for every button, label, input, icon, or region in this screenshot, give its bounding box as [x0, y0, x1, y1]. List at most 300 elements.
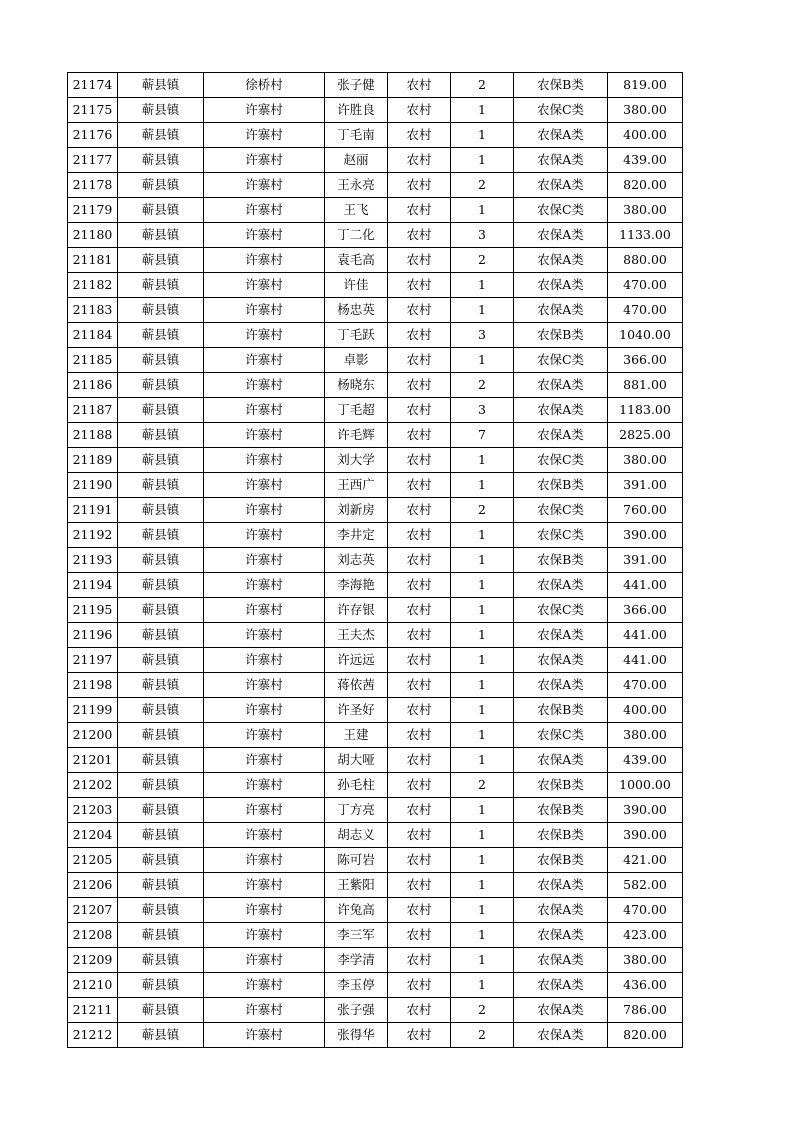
household-type-cell: 农村 [388, 123, 451, 148]
amount-cell: 400.00 [608, 698, 683, 723]
record-id-cell: 21189 [68, 448, 118, 473]
village-cell: 许寨村 [204, 873, 325, 898]
name-cell: 刘新房 [325, 498, 388, 523]
name-cell: 许存银 [325, 598, 388, 623]
record-id-cell: 21194 [68, 573, 118, 598]
table-row [68, 248, 683, 273]
person-count-cell: 1 [451, 723, 514, 748]
person-count-cell: 2 [451, 173, 514, 198]
insurance-category-cell: 农保A类 [514, 248, 608, 273]
table-row [68, 748, 683, 773]
amount-cell: 391.00 [608, 473, 683, 498]
table-row [68, 873, 683, 898]
village-cell: 许寨村 [204, 298, 325, 323]
person-count-cell: 2 [451, 998, 514, 1023]
household-type-cell: 农村 [388, 373, 451, 398]
town-cell: 蕲县镇 [118, 823, 204, 848]
person-count-cell: 7 [451, 423, 514, 448]
name-cell: 胡大哑 [325, 748, 388, 773]
household-type-cell: 农村 [388, 348, 451, 373]
record-id-cell: 21209 [68, 948, 118, 973]
amount-cell: 582.00 [608, 873, 683, 898]
name-cell: 刘志英 [325, 548, 388, 573]
record-id-cell: 21184 [68, 323, 118, 348]
household-type-cell: 农村 [388, 898, 451, 923]
record-id-cell: 21174 [68, 73, 118, 98]
household-type-cell: 农村 [388, 223, 451, 248]
person-count-cell: 1 [451, 948, 514, 973]
household-type-cell: 农村 [388, 98, 451, 123]
household-type-cell: 农村 [388, 948, 451, 973]
village-cell: 许寨村 [204, 623, 325, 648]
town-cell: 蕲县镇 [118, 623, 204, 648]
amount-cell: 819.00 [608, 73, 683, 98]
village-cell: 许寨村 [204, 1023, 325, 1048]
household-type-cell: 农村 [388, 773, 451, 798]
insurance-category-cell: 农保C类 [514, 598, 608, 623]
table-row [68, 73, 683, 98]
name-cell: 丁毛跃 [325, 323, 388, 348]
household-type-cell: 农村 [388, 823, 451, 848]
town-cell: 蕲县镇 [118, 198, 204, 223]
person-count-cell: 1 [451, 798, 514, 823]
village-cell: 许寨村 [204, 248, 325, 273]
name-cell: 张子健 [325, 73, 388, 98]
village-cell: 许寨村 [204, 448, 325, 473]
table-row [68, 423, 683, 448]
town-cell: 蕲县镇 [118, 1023, 204, 1048]
town-cell: 蕲县镇 [118, 673, 204, 698]
insurance-category-cell: 农保A类 [514, 923, 608, 948]
name-cell: 李三军 [325, 923, 388, 948]
name-cell: 王西广 [325, 473, 388, 498]
table-row [68, 348, 683, 373]
insurance-category-cell: 农保A类 [514, 298, 608, 323]
town-cell: 蕲县镇 [118, 348, 204, 373]
village-cell: 许寨村 [204, 773, 325, 798]
table-row [68, 473, 683, 498]
village-cell: 许寨村 [204, 848, 325, 873]
amount-cell: 390.00 [608, 823, 683, 848]
name-cell: 陈可岩 [325, 848, 388, 873]
amount-cell: 441.00 [608, 648, 683, 673]
village-cell: 许寨村 [204, 98, 325, 123]
insurance-category-cell: 农保A类 [514, 423, 608, 448]
village-cell: 许寨村 [204, 648, 325, 673]
name-cell: 杨晓东 [325, 373, 388, 398]
town-cell: 蕲县镇 [118, 998, 204, 1023]
name-cell: 王永亮 [325, 173, 388, 198]
town-cell: 蕲县镇 [118, 223, 204, 248]
town-cell: 蕲县镇 [118, 948, 204, 973]
name-cell: 王紫阳 [325, 873, 388, 898]
household-type-cell: 农村 [388, 698, 451, 723]
insurance-category-cell: 农保B类 [514, 698, 608, 723]
record-id-cell: 21193 [68, 548, 118, 573]
village-cell: 许寨村 [204, 423, 325, 448]
table-row [68, 373, 683, 398]
amount-cell: 760.00 [608, 498, 683, 523]
amount-cell: 436.00 [608, 973, 683, 998]
amount-cell: 380.00 [608, 98, 683, 123]
amount-cell: 400.00 [608, 123, 683, 148]
village-cell: 徐桥村 [204, 73, 325, 98]
name-cell: 张得华 [325, 1023, 388, 1048]
insurance-category-cell: 农保B类 [514, 823, 608, 848]
person-count-cell: 1 [451, 198, 514, 223]
household-type-cell: 农村 [388, 448, 451, 473]
insurance-category-cell: 农保A类 [514, 1023, 608, 1048]
table-row [68, 698, 683, 723]
name-cell: 王夫杰 [325, 623, 388, 648]
household-type-cell: 农村 [388, 498, 451, 523]
person-count-cell: 1 [451, 973, 514, 998]
amount-cell: 439.00 [608, 748, 683, 773]
village-cell: 许寨村 [204, 998, 325, 1023]
record-id-cell: 21195 [68, 598, 118, 623]
amount-cell: 1183.00 [608, 398, 683, 423]
insurance-category-cell: 农保B类 [514, 848, 608, 873]
name-cell: 胡志义 [325, 823, 388, 848]
household-type-cell: 农村 [388, 573, 451, 598]
amount-cell: 380.00 [608, 198, 683, 223]
table-row [68, 323, 683, 348]
person-count-cell: 3 [451, 223, 514, 248]
insurance-category-cell: 农保C类 [514, 523, 608, 548]
person-count-cell: 1 [451, 98, 514, 123]
amount-cell: 2825.00 [608, 423, 683, 448]
town-cell: 蕲县镇 [118, 98, 204, 123]
person-count-cell: 3 [451, 323, 514, 348]
amount-cell: 470.00 [608, 898, 683, 923]
insurance-category-cell: 农保A类 [514, 673, 608, 698]
record-id-cell: 21204 [68, 823, 118, 848]
household-type-cell: 农村 [388, 73, 451, 98]
amount-cell: 421.00 [608, 848, 683, 873]
record-id-cell: 21190 [68, 473, 118, 498]
household-type-cell: 农村 [388, 973, 451, 998]
person-count-cell: 1 [451, 748, 514, 773]
insurance-category-cell: 农保B类 [514, 323, 608, 348]
insurance-category-cell: 农保A类 [514, 948, 608, 973]
record-id-cell: 21192 [68, 523, 118, 548]
household-type-cell: 农村 [388, 148, 451, 173]
record-id-cell: 21175 [68, 98, 118, 123]
town-cell: 蕲县镇 [118, 148, 204, 173]
record-id-cell: 21179 [68, 198, 118, 223]
insurance-category-cell: 农保B类 [514, 773, 608, 798]
village-cell: 许寨村 [204, 823, 325, 848]
insurance-category-cell: 农保B类 [514, 73, 608, 98]
town-cell: 蕲县镇 [118, 273, 204, 298]
name-cell: 许兔高 [325, 898, 388, 923]
record-id-cell: 21208 [68, 923, 118, 948]
household-type-cell: 农村 [388, 548, 451, 573]
insurance-category-cell: 农保C类 [514, 348, 608, 373]
amount-cell: 390.00 [608, 523, 683, 548]
village-cell: 许寨村 [204, 798, 325, 823]
household-type-cell: 农村 [388, 723, 451, 748]
amount-cell: 380.00 [608, 948, 683, 973]
amount-cell: 366.00 [608, 348, 683, 373]
insurance-category-cell: 农保A类 [514, 648, 608, 673]
household-type-cell: 农村 [388, 398, 451, 423]
person-count-cell: 1 [451, 623, 514, 648]
household-type-cell: 农村 [388, 673, 451, 698]
name-cell: 丁毛南 [325, 123, 388, 148]
name-cell: 袁毛高 [325, 248, 388, 273]
record-id-cell: 21196 [68, 623, 118, 648]
insurance-category-cell: 农保A类 [514, 373, 608, 398]
insurance-category-cell: 农保B类 [514, 473, 608, 498]
record-id-cell: 21207 [68, 898, 118, 923]
amount-cell: 439.00 [608, 148, 683, 173]
table-row [68, 298, 683, 323]
person-count-cell: 1 [451, 873, 514, 898]
table-row [68, 223, 683, 248]
roster-body [68, 73, 683, 1048]
name-cell: 丁二化 [325, 223, 388, 248]
town-cell: 蕲县镇 [118, 698, 204, 723]
amount-cell: 390.00 [608, 798, 683, 823]
town-cell: 蕲县镇 [118, 848, 204, 873]
insurance-category-cell: 农保A类 [514, 148, 608, 173]
village-cell: 许寨村 [204, 473, 325, 498]
table-row [68, 998, 683, 1023]
amount-cell: 1040.00 [608, 323, 683, 348]
person-count-cell: 1 [451, 573, 514, 598]
person-count-cell: 3 [451, 398, 514, 423]
insurance-category-cell: 农保C类 [514, 723, 608, 748]
table-row [68, 273, 683, 298]
name-cell: 赵丽 [325, 148, 388, 173]
record-id-cell: 21206 [68, 873, 118, 898]
person-count-cell: 1 [451, 848, 514, 873]
table-row [68, 123, 683, 148]
name-cell: 丁毛超 [325, 398, 388, 423]
household-type-cell: 农村 [388, 298, 451, 323]
name-cell: 许圣好 [325, 698, 388, 723]
person-count-cell: 2 [451, 498, 514, 523]
village-cell: 许寨村 [204, 323, 325, 348]
town-cell: 蕲县镇 [118, 523, 204, 548]
insurance-category-cell: 农保A类 [514, 998, 608, 1023]
town-cell: 蕲县镇 [118, 423, 204, 448]
village-cell: 许寨村 [204, 123, 325, 148]
town-cell: 蕲县镇 [118, 373, 204, 398]
table-row [68, 573, 683, 598]
record-id-cell: 21181 [68, 248, 118, 273]
village-cell: 许寨村 [204, 598, 325, 623]
village-cell: 许寨村 [204, 373, 325, 398]
person-count-cell: 1 [451, 123, 514, 148]
village-cell: 许寨村 [204, 948, 325, 973]
person-count-cell: 2 [451, 773, 514, 798]
person-count-cell: 2 [451, 373, 514, 398]
table-row [68, 498, 683, 523]
person-count-cell: 1 [451, 348, 514, 373]
village-cell: 许寨村 [204, 748, 325, 773]
household-type-cell: 农村 [388, 923, 451, 948]
record-id-cell: 21199 [68, 698, 118, 723]
household-type-cell: 农村 [388, 873, 451, 898]
table-row [68, 823, 683, 848]
amount-cell: 881.00 [608, 373, 683, 398]
village-cell: 许寨村 [204, 673, 325, 698]
record-id-cell: 21198 [68, 673, 118, 698]
amount-cell: 470.00 [608, 273, 683, 298]
household-type-cell: 农村 [388, 648, 451, 673]
record-id-cell: 21205 [68, 848, 118, 873]
town-cell: 蕲县镇 [118, 548, 204, 573]
name-cell: 杨忠英 [325, 298, 388, 323]
household-type-cell: 农村 [388, 173, 451, 198]
table-row [68, 548, 683, 573]
insurance-category-cell: 农保A类 [514, 898, 608, 923]
insurance-category-cell: 农保B类 [514, 548, 608, 573]
record-id-cell: 21188 [68, 423, 118, 448]
household-type-cell: 农村 [388, 848, 451, 873]
person-count-cell: 2 [451, 248, 514, 273]
amount-cell: 820.00 [608, 1023, 683, 1048]
village-cell: 许寨村 [204, 573, 325, 598]
insurance-category-cell: 农保A类 [514, 173, 608, 198]
amount-cell: 441.00 [608, 573, 683, 598]
name-cell: 蒋依茜 [325, 673, 388, 698]
record-id-cell: 21201 [68, 748, 118, 773]
village-cell: 许寨村 [204, 973, 325, 998]
table-row [68, 848, 683, 873]
table-row [68, 648, 683, 673]
name-cell: 刘大学 [325, 448, 388, 473]
amount-cell: 880.00 [608, 248, 683, 273]
name-cell: 许胜良 [325, 98, 388, 123]
village-cell: 许寨村 [204, 198, 325, 223]
town-cell: 蕲县镇 [118, 898, 204, 923]
person-count-cell: 1 [451, 823, 514, 848]
person-count-cell: 1 [451, 598, 514, 623]
amount-cell: 1133.00 [608, 223, 683, 248]
record-id-cell: 21197 [68, 648, 118, 673]
insurance-category-cell: 农保A类 [514, 573, 608, 598]
name-cell: 丁方亮 [325, 798, 388, 823]
name-cell: 许毛辉 [325, 423, 388, 448]
village-cell: 许寨村 [204, 698, 325, 723]
amount-cell: 366.00 [608, 598, 683, 623]
table-row [68, 98, 683, 123]
village-cell: 许寨村 [204, 348, 325, 373]
town-cell: 蕲县镇 [118, 773, 204, 798]
name-cell: 许远远 [325, 648, 388, 673]
village-cell: 许寨村 [204, 498, 325, 523]
household-type-cell: 农村 [388, 998, 451, 1023]
record-id-cell: 21212 [68, 1023, 118, 1048]
record-id-cell: 21210 [68, 973, 118, 998]
insurance-category-cell: 农保C类 [514, 198, 608, 223]
person-count-cell: 1 [451, 898, 514, 923]
town-cell: 蕲县镇 [118, 598, 204, 623]
name-cell: 李井定 [325, 523, 388, 548]
insurance-category-cell: 农保C类 [514, 498, 608, 523]
table-row [68, 173, 683, 198]
name-cell: 张子强 [325, 998, 388, 1023]
town-cell: 蕲县镇 [118, 973, 204, 998]
town-cell: 蕲县镇 [118, 723, 204, 748]
table-row [68, 523, 683, 548]
name-cell: 王建 [325, 723, 388, 748]
name-cell: 孙毛柱 [325, 773, 388, 798]
town-cell: 蕲县镇 [118, 923, 204, 948]
person-count-cell: 1 [451, 548, 514, 573]
record-id-cell: 21203 [68, 798, 118, 823]
household-type-cell: 农村 [388, 323, 451, 348]
insurance-category-cell: 农保A类 [514, 623, 608, 648]
amount-cell: 786.00 [608, 998, 683, 1023]
person-count-cell: 1 [451, 298, 514, 323]
town-cell: 蕲县镇 [118, 748, 204, 773]
record-id-cell: 21211 [68, 998, 118, 1023]
record-id-cell: 21187 [68, 398, 118, 423]
insurance-category-cell: 农保A类 [514, 873, 608, 898]
table-row [68, 898, 683, 923]
person-count-cell: 1 [451, 448, 514, 473]
table-row [68, 773, 683, 798]
roster-table [67, 72, 683, 1048]
record-id-cell: 21182 [68, 273, 118, 298]
town-cell: 蕲县镇 [118, 873, 204, 898]
table-row [68, 198, 683, 223]
record-id-cell: 21185 [68, 348, 118, 373]
village-cell: 许寨村 [204, 173, 325, 198]
table-row [68, 598, 683, 623]
insurance-category-cell: 农保B类 [514, 798, 608, 823]
amount-cell: 470.00 [608, 673, 683, 698]
town-cell: 蕲县镇 [118, 248, 204, 273]
table-row [68, 398, 683, 423]
household-type-cell: 农村 [388, 523, 451, 548]
household-type-cell: 农村 [388, 473, 451, 498]
village-cell: 许寨村 [204, 898, 325, 923]
town-cell: 蕲县镇 [118, 473, 204, 498]
village-cell: 许寨村 [204, 223, 325, 248]
person-count-cell: 1 [451, 523, 514, 548]
amount-cell: 441.00 [608, 623, 683, 648]
village-cell: 许寨村 [204, 523, 325, 548]
amount-cell: 820.00 [608, 173, 683, 198]
person-count-cell: 1 [451, 648, 514, 673]
amount-cell: 380.00 [608, 723, 683, 748]
insurance-category-cell: 农保A类 [514, 748, 608, 773]
insurance-category-cell: 农保A类 [514, 273, 608, 298]
record-id-cell: 21180 [68, 223, 118, 248]
person-count-cell: 1 [451, 148, 514, 173]
table-row [68, 623, 683, 648]
name-cell: 许佳 [325, 273, 388, 298]
record-id-cell: 21183 [68, 298, 118, 323]
name-cell: 李学清 [325, 948, 388, 973]
town-cell: 蕲县镇 [118, 73, 204, 98]
town-cell: 蕲县镇 [118, 323, 204, 348]
town-cell: 蕲县镇 [118, 448, 204, 473]
person-count-cell: 1 [451, 673, 514, 698]
table-row [68, 148, 683, 173]
town-cell: 蕲县镇 [118, 573, 204, 598]
village-cell: 许寨村 [204, 923, 325, 948]
town-cell: 蕲县镇 [118, 298, 204, 323]
person-count-cell: 1 [451, 473, 514, 498]
town-cell: 蕲县镇 [118, 648, 204, 673]
village-cell: 许寨村 [204, 723, 325, 748]
